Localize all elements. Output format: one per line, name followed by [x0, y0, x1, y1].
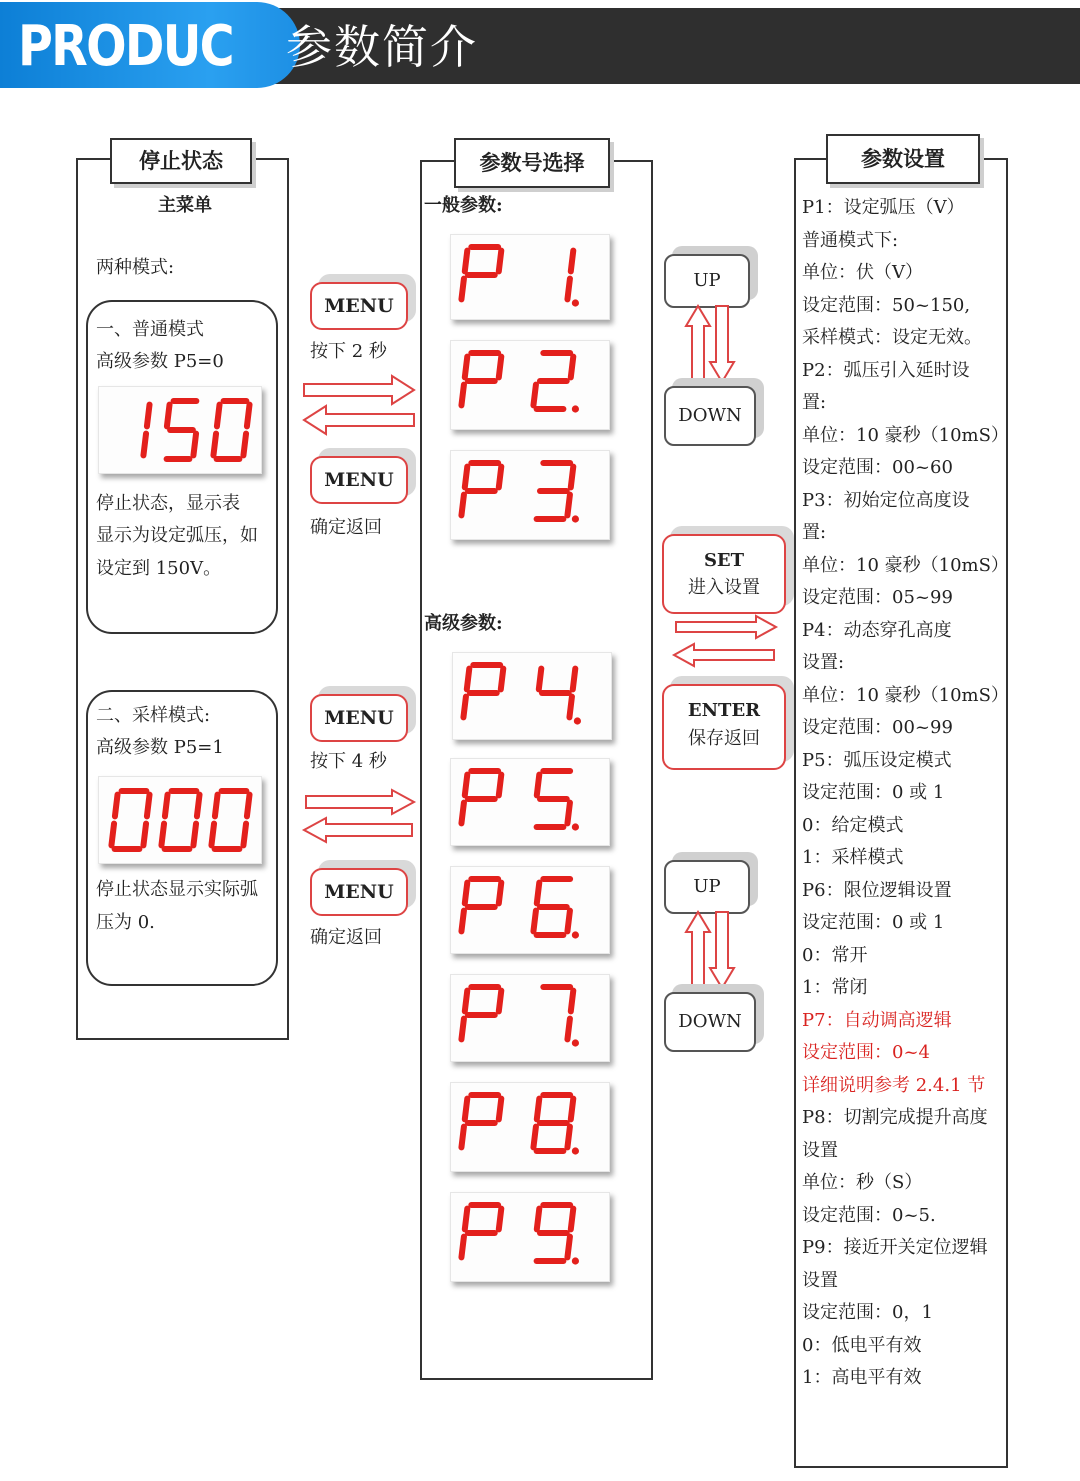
segment-f [537, 1099, 539, 1120]
general-params-label: 一般参数: [424, 195, 503, 216]
param-setting-line: 设置: [802, 652, 845, 673]
segment-e [533, 911, 535, 932]
segment-b [571, 1209, 573, 1230]
param-setting-line: 设定范围：0 或 1 [802, 912, 945, 933]
up-button-advanced[interactable] [664, 860, 750, 914]
segment-f [537, 1209, 539, 1230]
segment-e [161, 824, 164, 846]
segment-f [165, 795, 168, 817]
menu-confirm-return-note-2: 确定返回 [310, 927, 382, 948]
up-label: UP [693, 270, 721, 291]
segment-e [461, 1237, 463, 1258]
decimal-point [572, 1039, 579, 1046]
segment-f [167, 405, 170, 427]
normal-mode-line2: 高级参数 P5=0 [96, 351, 224, 372]
param-setting-line: P7：自动调高逻辑 [802, 1009, 952, 1031]
segment-b [247, 795, 250, 817]
segment-e [461, 911, 463, 932]
decimal-point [572, 931, 579, 938]
enter-button[interactable] [662, 684, 786, 770]
param-setting-line: 单位：伏（V） [802, 262, 923, 283]
segment-b [197, 795, 200, 817]
segment-b [571, 357, 573, 378]
decimal-point [572, 1257, 579, 1264]
segment-b [499, 251, 501, 272]
set-button[interactable] [662, 534, 786, 614]
segment-f [465, 991, 467, 1012]
param-setting-line: 采样模式：设定无效。 [802, 327, 982, 348]
segment-c [567, 495, 569, 516]
page-title: 参数简介 [286, 20, 478, 74]
segment-c [567, 279, 569, 300]
menu-hold-4s-note: 按下 4 秒 [310, 751, 387, 772]
segment-c [193, 434, 196, 456]
segment-e [533, 1127, 535, 1148]
param-setting-line: P2：弧压引入延时设 [802, 359, 970, 381]
param-setting-line: 1：常闭 [802, 977, 868, 998]
swap-arrows-3 [670, 614, 780, 668]
segment-b [571, 251, 573, 272]
segment-b [499, 467, 501, 488]
display-000 [98, 776, 262, 864]
stop-state-title: 停止状态 [110, 138, 252, 184]
menu-button-enter[interactable] [310, 282, 408, 330]
menu-confirm-return-note: 确定返回 [310, 517, 382, 538]
segment-f [537, 775, 539, 796]
decimal-point [574, 717, 581, 724]
segment-e [461, 1019, 463, 1040]
up-down-arrows-2 [684, 910, 736, 990]
segment-c [143, 434, 146, 456]
param-setting-line: P1：设定弧压（V） [802, 197, 965, 218]
param-setting-line: 1：采样模式 [802, 847, 904, 868]
segment-b [499, 1209, 501, 1230]
up-button-general[interactable] [664, 254, 750, 308]
param-setting-line: P9：接近开关定位逻辑 [802, 1237, 988, 1258]
menu-button-label: MENU [324, 469, 394, 491]
set-button-label: SET [703, 550, 745, 571]
decimal-point [572, 299, 579, 306]
enter-button-sublabel: 保存返回 [688, 728, 760, 749]
sampling-mode-desc2: 压为 0. [96, 912, 155, 933]
swap-arrows-1 [300, 374, 418, 436]
param-setting-line: 设定范围：0，1 [802, 1302, 933, 1323]
segment-c [567, 1019, 569, 1040]
menu-hold-2s-note: 按下 2 秒 [310, 341, 387, 362]
sampling-mode-line2: 高级参数 P5=1 [96, 737, 224, 758]
param-setting-line: 单位：10 豪秒（10mS） [802, 424, 1009, 446]
segment-e [533, 385, 535, 406]
param-setting-line: P3：初始定位高度设 [802, 489, 970, 511]
param-settings-list [802, 192, 1009, 1395]
segment-c [243, 434, 246, 456]
param-setting-line: P8：切割完成提升高度 [802, 1107, 988, 1128]
down-button-advanced[interactable] [664, 992, 756, 1052]
segment-c [567, 803, 569, 824]
param-setting-line: 设定范围：50~150, [802, 294, 971, 316]
header-brand-text: PRODUC [18, 14, 233, 79]
param-setting-line: 设定范围：00~60 [802, 457, 953, 478]
segment-f [465, 357, 467, 378]
normal-mode-line1: 一、普通模式 [96, 319, 204, 340]
segment-e [461, 495, 463, 516]
param-setting-line: P6：限位逻辑设置 [802, 879, 952, 901]
segment-b [147, 405, 150, 427]
segment-f [465, 1099, 467, 1120]
segment-f [465, 883, 467, 904]
param-setting-line: 设定范围：0~5. [802, 1204, 936, 1226]
segment-b [499, 883, 501, 904]
header-brand-badge [0, 2, 300, 88]
param-display-p8 [450, 1082, 610, 1172]
param-display-p4 [452, 652, 612, 740]
swap-arrows-2 [300, 788, 418, 844]
segment-c [569, 697, 571, 718]
segment-b [247, 405, 250, 427]
display-150 [98, 386, 262, 474]
segment-e [213, 434, 216, 456]
segment-b [499, 775, 501, 796]
param-setting-line: 设定范围：05~99 [802, 587, 953, 608]
param-setting-line: 0：常开 [802, 944, 868, 966]
param-settings-title: 参数设置 [826, 134, 980, 184]
param-setting-line: 普通模式下: [802, 229, 899, 251]
segment-f [217, 405, 220, 427]
param-setting-line: 0：低电平有效 [802, 1334, 922, 1356]
segment-c [143, 824, 146, 846]
decimal-point [572, 1147, 579, 1154]
param-setting-line: P4：动态穿孔高度 [802, 619, 952, 641]
segment-f [537, 883, 539, 904]
param-display-p5 [450, 758, 610, 846]
param-setting-line: 0：给定模式 [802, 814, 904, 836]
segment-e [461, 385, 463, 406]
menu-button-return[interactable] [310, 456, 408, 504]
param-setting-line: 设置 [802, 1269, 838, 1291]
segment-c [193, 824, 196, 846]
segment-e [461, 279, 463, 300]
param-setting-line: 单位：10 豪秒（10mS） [802, 684, 1009, 706]
decimal-point [572, 823, 579, 830]
menu-button-return-advanced[interactable] [310, 868, 408, 916]
segment-c [567, 1237, 569, 1258]
param-setting-line: 设定范围：0 或 1 [802, 782, 945, 803]
up-down-arrows-1 [684, 304, 736, 384]
segment-b [147, 795, 150, 817]
segment-b [573, 669, 575, 690]
header-banner [0, 0, 1080, 88]
param-setting-line: 1：高电平有效 [802, 1367, 922, 1388]
param-setting-line: 单位：秒（S） [802, 1172, 923, 1193]
sampling-mode-line1: 二、采样模式: [96, 705, 211, 726]
param-display-p6 [450, 866, 610, 954]
modes-label: 两种模式: [96, 257, 175, 278]
param-display-p2 [450, 340, 610, 430]
param-select-title: 参数号选择 [454, 138, 610, 188]
segment-e [461, 1127, 463, 1148]
segment-e [111, 824, 114, 846]
segment-b [571, 991, 573, 1012]
segment-f [467, 669, 469, 690]
segment-f [465, 1209, 467, 1230]
segment-b [499, 357, 501, 378]
param-display-p1 [450, 234, 610, 320]
segment-f [465, 467, 467, 488]
advanced-params-label: 高级参数: [424, 613, 503, 634]
down-label: DOWN [678, 405, 742, 426]
decimal-point [572, 515, 579, 522]
down-label: DOWN [678, 1011, 742, 1032]
main-menu-label: 主菜单 [158, 195, 212, 216]
segment-b [571, 467, 573, 488]
segment-b [499, 1099, 501, 1120]
decimal-point [572, 405, 579, 412]
segment-b [571, 1099, 573, 1120]
param-display-p9 [450, 1192, 610, 1282]
set-button-sublabel: 进入设置 [688, 577, 760, 598]
segment-f [215, 795, 218, 817]
param-setting-line: 置: [802, 392, 827, 413]
menu-button-enter-advanced[interactable] [310, 694, 408, 742]
segment-e [211, 824, 214, 846]
segment-c [567, 911, 569, 932]
segment-c [243, 824, 246, 846]
normal-mode-desc1: 停止状态，显示表 [96, 493, 240, 514]
param-setting-line: 设定范围：0~4 [802, 1042, 930, 1063]
param-setting-line: 置: [802, 522, 827, 543]
segment-f [465, 251, 467, 272]
param-setting-line: 设定范围：00~99 [802, 717, 953, 738]
segment-f [115, 795, 118, 817]
normal-mode-desc2: 显示为设定弧压，如 [96, 525, 258, 546]
param-setting-line: P5：弧压设定模式 [802, 749, 952, 771]
up-label: UP [693, 876, 721, 897]
segment-b [501, 669, 503, 690]
param-setting-line: 详细说明参考 2.4.1 节 [802, 1074, 986, 1096]
segment-e [461, 803, 463, 824]
normal-mode-desc3: 设定到 150V。 [96, 558, 222, 579]
enter-button-label: ENTER [687, 700, 761, 721]
param-setting-line: 设置 [802, 1139, 838, 1161]
menu-button-label: MENU [324, 707, 394, 729]
segment-f [465, 775, 467, 796]
param-setting-line: 单位：10 豪秒（10mS） [802, 554, 1009, 576]
param-display-p3 [450, 450, 610, 540]
segment-f [539, 669, 541, 690]
menu-button-label: MENU [324, 295, 394, 317]
menu-button-label: MENU [324, 881, 394, 903]
param-display-p7 [450, 974, 610, 1062]
segment-e [463, 697, 465, 718]
segment-b [499, 991, 501, 1012]
segment-c [567, 1127, 569, 1148]
sampling-mode-desc1: 停止状态显示实际弧 [96, 879, 258, 900]
down-button-general[interactable] [664, 386, 756, 446]
